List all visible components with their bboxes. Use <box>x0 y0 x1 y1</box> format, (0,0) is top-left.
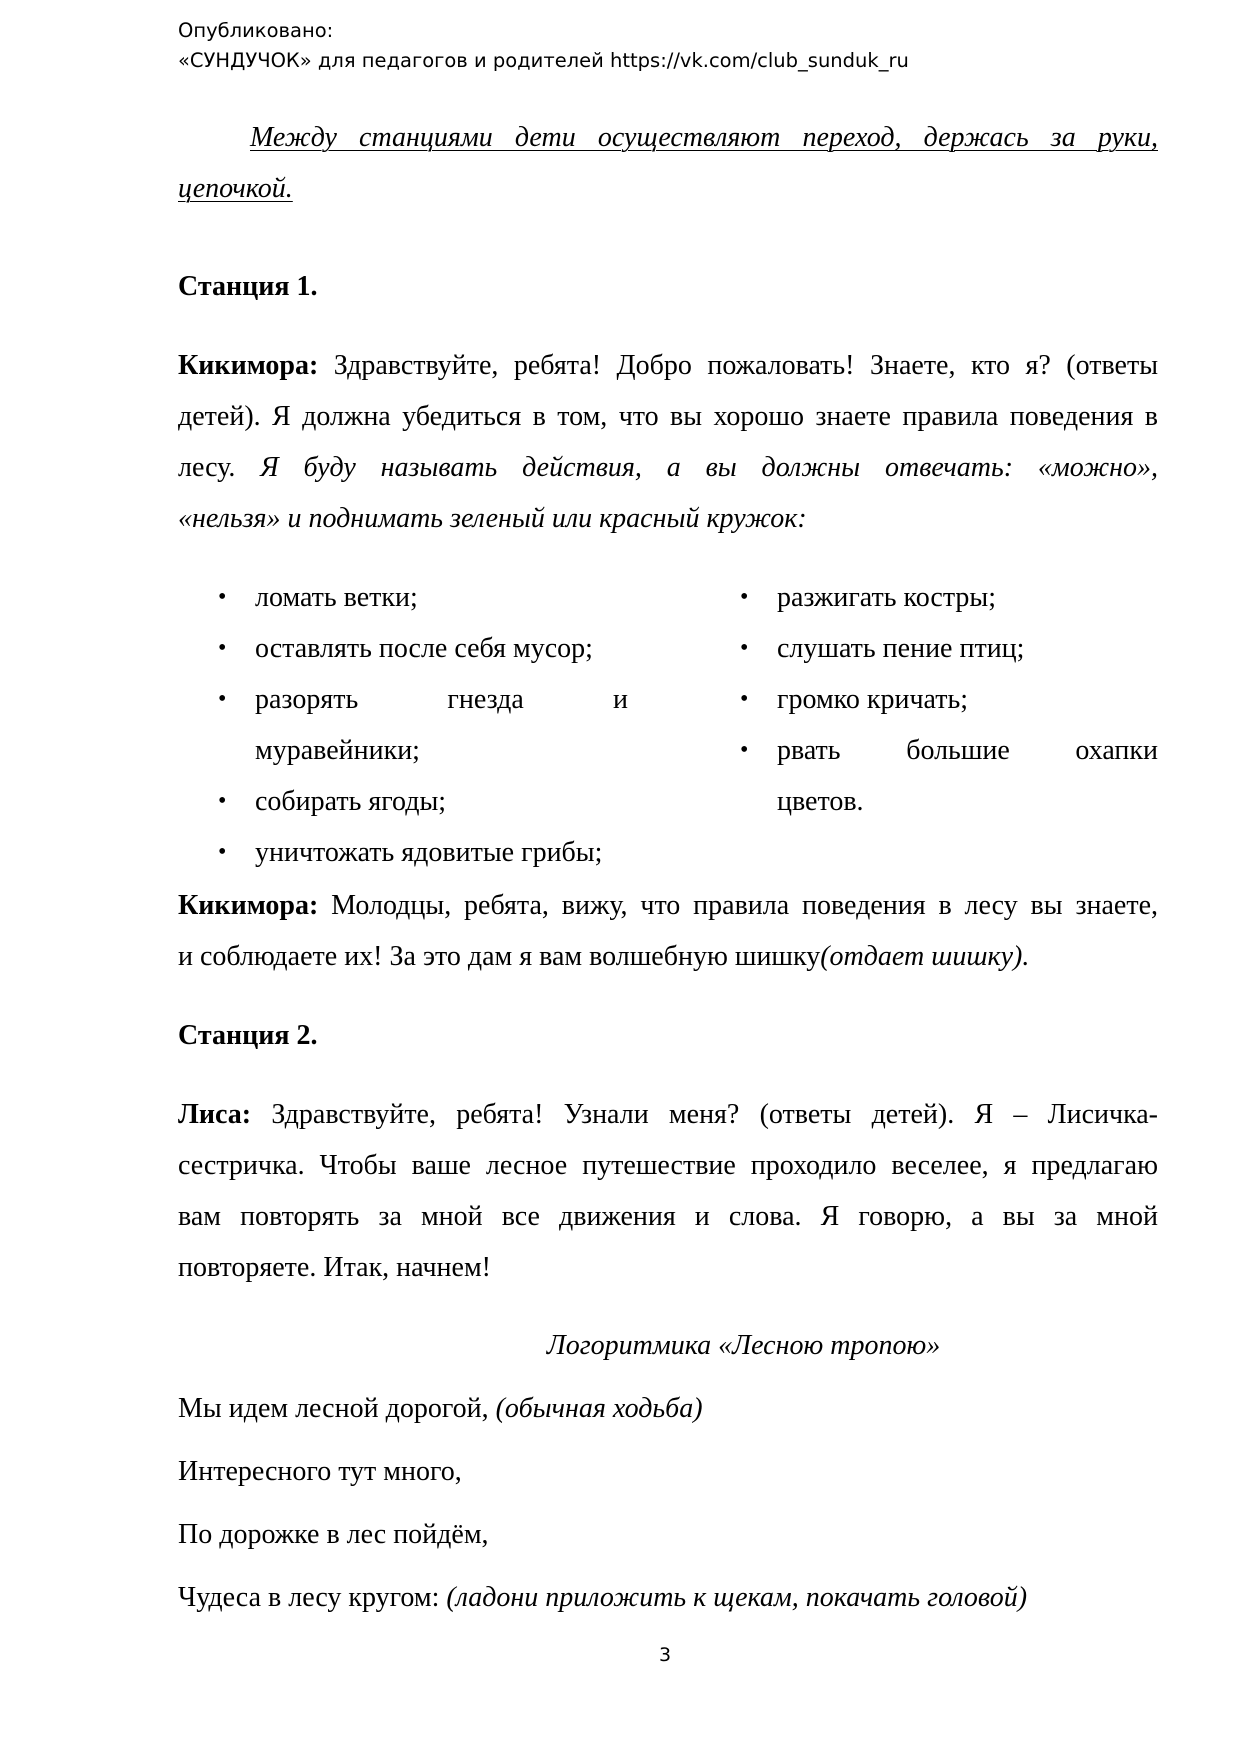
station-1-title: Станция 1. <box>178 271 318 302</box>
list-item: • уничтожать ядовитые грибы; <box>218 827 628 878</box>
station-1-p2-line-1: Кикимора: Молодцы, ребята, вижу, что правила поведения в лесу вы знаете, <box>178 890 1159 921</box>
list-item: • рвать большие охапки <box>740 725 1158 776</box>
header-published: Опубликовано: <box>178 19 334 42</box>
list-item-continuation: цветов. <box>777 786 864 817</box>
list-item: • собирать ягоды; <box>218 776 628 827</box>
page-number: 3 <box>658 1644 672 1666</box>
header-source: «СУНДУЧОК» для педагогов и родителей https://vk.com/club_sunduk_ru <box>178 49 909 72</box>
list-item: • разорять гнезда и <box>218 674 628 725</box>
speaker-fox: Лиса: <box>178 1099 252 1130</box>
station-1-p1-line-3: лесу. Я буду называть действия, а вы должны отвечать: «можно», <box>178 452 1159 483</box>
station-2-p1-line-4: повторяете. Итак, начнем! <box>178 1252 492 1283</box>
page-header <box>178 16 909 76</box>
rules-list-right <box>740 572 1158 827</box>
station-2-p1-line-2: сестричка. Чтобы ваше лесное путешествие проходило веселее, я предлагаю <box>178 1150 1158 1181</box>
station-1-p1-line-2: детей). Я должна убедиться в том, что вы хорошо знаете правила поведения в <box>178 401 1158 432</box>
intro-line-1: Между станциями дети осуществляют переход, держась за руки, <box>250 122 1158 153</box>
list-item: • громко кричать; <box>740 674 1158 725</box>
rules-list-left <box>218 572 628 878</box>
station-1-p2-line-2: и соблюдаете их! За это дам я вам волшебную шишку(отдает шишку). <box>178 941 1030 972</box>
speaker-kikimora: Кикимора: <box>178 890 319 921</box>
speaker-kikimora: Кикимора: <box>178 350 319 381</box>
poem-line-2: Интересного тут много, <box>178 1456 462 1487</box>
station-2-title: Станция 2. <box>178 1020 318 1051</box>
poem-title: Логоритмика «Лесною тропою» <box>546 1330 941 1361</box>
station-1-p1-line-4: «нельзя» и поднимать зеленый или красный кружок: <box>178 503 807 534</box>
list-item: • слушать пение птиц; <box>740 623 1158 674</box>
list-item: • ломать ветки; <box>218 572 628 623</box>
intro-line-2: цепочкой. <box>178 173 293 204</box>
poem-line-4: Чудеса в лесу кругом: (ладони приложить к щекам, покачать головой) <box>178 1582 1028 1613</box>
poem-line-3: По дорожке в лес пойдём, <box>178 1519 489 1550</box>
list-item: • оставлять после себя мусор; <box>218 623 628 674</box>
station-1-p1-line-1: Кикимора: Здравствуйте, ребята! Добро пожаловать! Знаете, кто я? (ответы <box>178 350 1159 381</box>
station-2-p1-line-1: Лиса: Здравствуйте, ребята! Узнали меня? (ответы детей). Я – Лисичка- <box>178 1099 1159 1130</box>
poem-line-1: Мы идем лесной дорогой, (обычная ходьба) <box>178 1393 703 1424</box>
station-2-p1-line-3: вам повторять за мной все движения и слова. Я говорю, а вы за мной <box>178 1201 1158 1232</box>
list-item: • разжигать костры; <box>740 572 1158 623</box>
list-item-continuation: муравейники; <box>255 735 420 766</box>
